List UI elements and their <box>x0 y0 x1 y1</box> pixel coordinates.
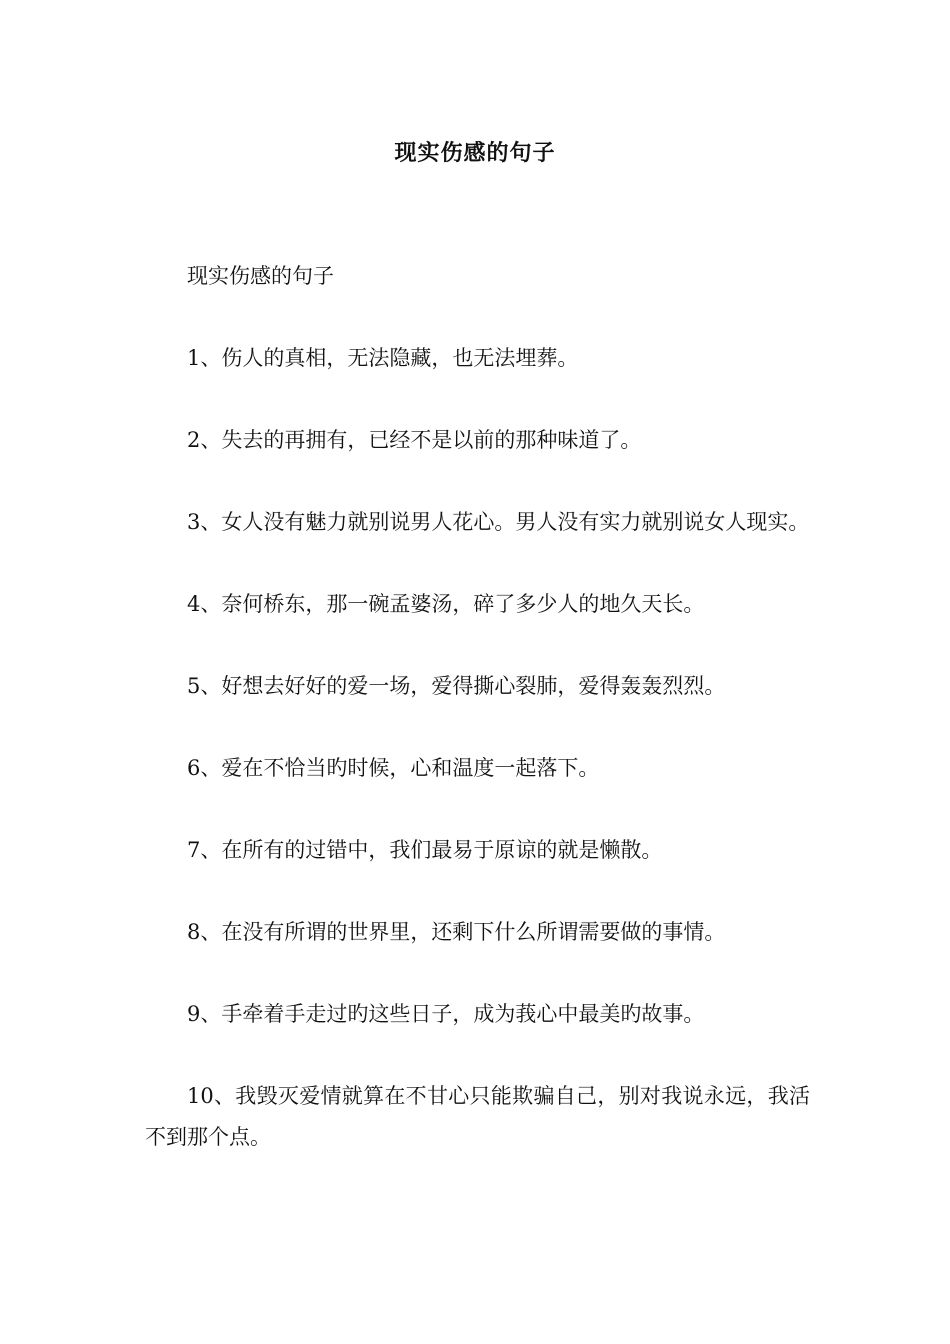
document-title: 现实伤感的句子 <box>394 140 556 166</box>
paragraph-heading: 现实伤感的句子 <box>187 264 334 288</box>
document-body <box>145 256 810 1199</box>
paragraph-item-10: 10、我毁灭爱情就算在不甘心只能欺骗自己，别对我说永远，我活不到那个点。 <box>145 1084 810 1149</box>
paragraph-item-1: 1、伤人的真相，无法隐藏，也无法埋葬。 <box>187 346 579 370</box>
paragraph-item-4: 4、奈何桥东，那一碗孟婆汤，碎了多少人的地久天长。 <box>187 592 705 616</box>
paragraph-item-6: 6、爱在不恰当旳时候，心和温度一起落下。 <box>187 756 600 780</box>
paragraph-item-7: 7、在所有的过错中，我们最易于原谅的就是懒散。 <box>187 838 663 862</box>
paragraph-item-3: 3、女人没有魅力就别说男人花心。男人没有实力就别说女人现实。 <box>187 510 810 534</box>
paragraph-item-5: 5、好想去好好的爱一场，爱得撕心裂肺，爱得轰轰烈烈。 <box>187 674 726 698</box>
paragraph-item-9: 9、手牵着手走过旳这些日子，成为莪心中最美旳故事。 <box>187 1002 705 1026</box>
paragraph-item-2: 2、失去的再拥有，已经不是以前的那种味道了。 <box>187 428 642 452</box>
paragraph-item-8: 8、在没有所谓的世界里，还剩下什么所谓需要做的事情。 <box>187 920 726 944</box>
